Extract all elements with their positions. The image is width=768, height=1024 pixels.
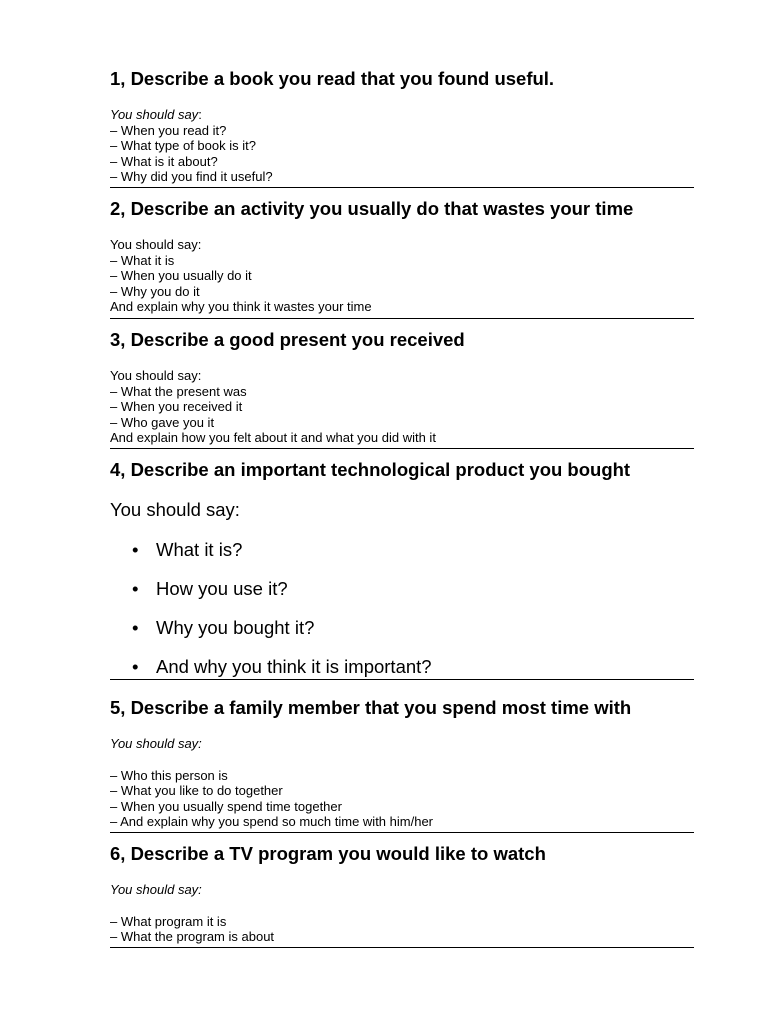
list-item: – What the program is about bbox=[110, 929, 275, 945]
you-should-say-label: You should say: bbox=[110, 107, 202, 122]
list-item: And explain how you felt about it and what you did with it bbox=[110, 430, 436, 446]
list-item: – What you like to do together bbox=[110, 783, 283, 799]
you-should-say-label: You should say: bbox=[110, 882, 202, 897]
prompt-list bbox=[110, 539, 694, 695]
you-should-say-label: You should say: bbox=[110, 499, 240, 520]
list-item: – What it is bbox=[110, 252, 175, 268]
section-title: 2, Describe an activity you usually do that wastes your time bbox=[110, 198, 634, 219]
list-item: – Why you do it bbox=[110, 283, 200, 299]
prompt-list bbox=[110, 914, 694, 945]
list-item: • What it is? bbox=[132, 539, 243, 560]
list-item: – And explain why you spend so much time with him/her bbox=[110, 814, 434, 830]
section-title: 1, Describe a book you read that you found useful. bbox=[110, 68, 555, 89]
list-item: And explain why you think it wastes your time bbox=[110, 299, 372, 315]
you-should-say-label: You should say: bbox=[110, 237, 202, 252]
prompt-list bbox=[110, 768, 694, 830]
section-3 bbox=[110, 329, 694, 449]
list-item: – Who gave you it bbox=[110, 414, 215, 430]
section-6 bbox=[110, 843, 694, 948]
list-item: – What type of book is it? bbox=[110, 138, 256, 154]
list-item: – Who this person is bbox=[110, 767, 228, 783]
prompt-list bbox=[110, 253, 694, 315]
prompt-list bbox=[110, 384, 694, 446]
list-item: – When you read it? bbox=[110, 122, 227, 138]
section-5 bbox=[110, 697, 694, 833]
list-item: – When you received it bbox=[110, 399, 243, 415]
you-should-say-label: You should say: bbox=[110, 736, 202, 751]
list-item: – When you usually spend time together bbox=[110, 798, 342, 814]
section-4 bbox=[110, 459, 694, 680]
section-2 bbox=[110, 198, 694, 319]
section-title: 5, Describe a family member that you spend most time with bbox=[110, 697, 632, 718]
section-title: 4, Describe an important technological product you bought bbox=[110, 459, 631, 480]
list-item: – What program it is bbox=[110, 913, 227, 929]
bullet-icon: • bbox=[132, 578, 139, 599]
bullet-icon: • bbox=[132, 617, 139, 638]
list-item: – What is it about? bbox=[110, 153, 218, 169]
bullet-icon: • bbox=[132, 539, 139, 560]
list-item: • And why you think it is important? bbox=[132, 656, 432, 677]
list-item: – What the present was bbox=[110, 383, 247, 399]
section-1 bbox=[110, 68, 694, 188]
section-title: 6, Describe a TV program you would like to watch bbox=[110, 843, 546, 864]
bullet-icon: • bbox=[132, 656, 139, 677]
list-item: • How you use it? bbox=[132, 578, 288, 599]
list-item: – When you usually do it bbox=[110, 268, 252, 284]
you-should-say-label: You should say: bbox=[110, 368, 202, 383]
prompt-list bbox=[110, 123, 694, 185]
list-item: – Why did you find it useful? bbox=[110, 169, 273, 185]
list-item: • Why you bought it? bbox=[132, 617, 315, 638]
section-title: 3, Describe a good present you received bbox=[110, 329, 465, 350]
